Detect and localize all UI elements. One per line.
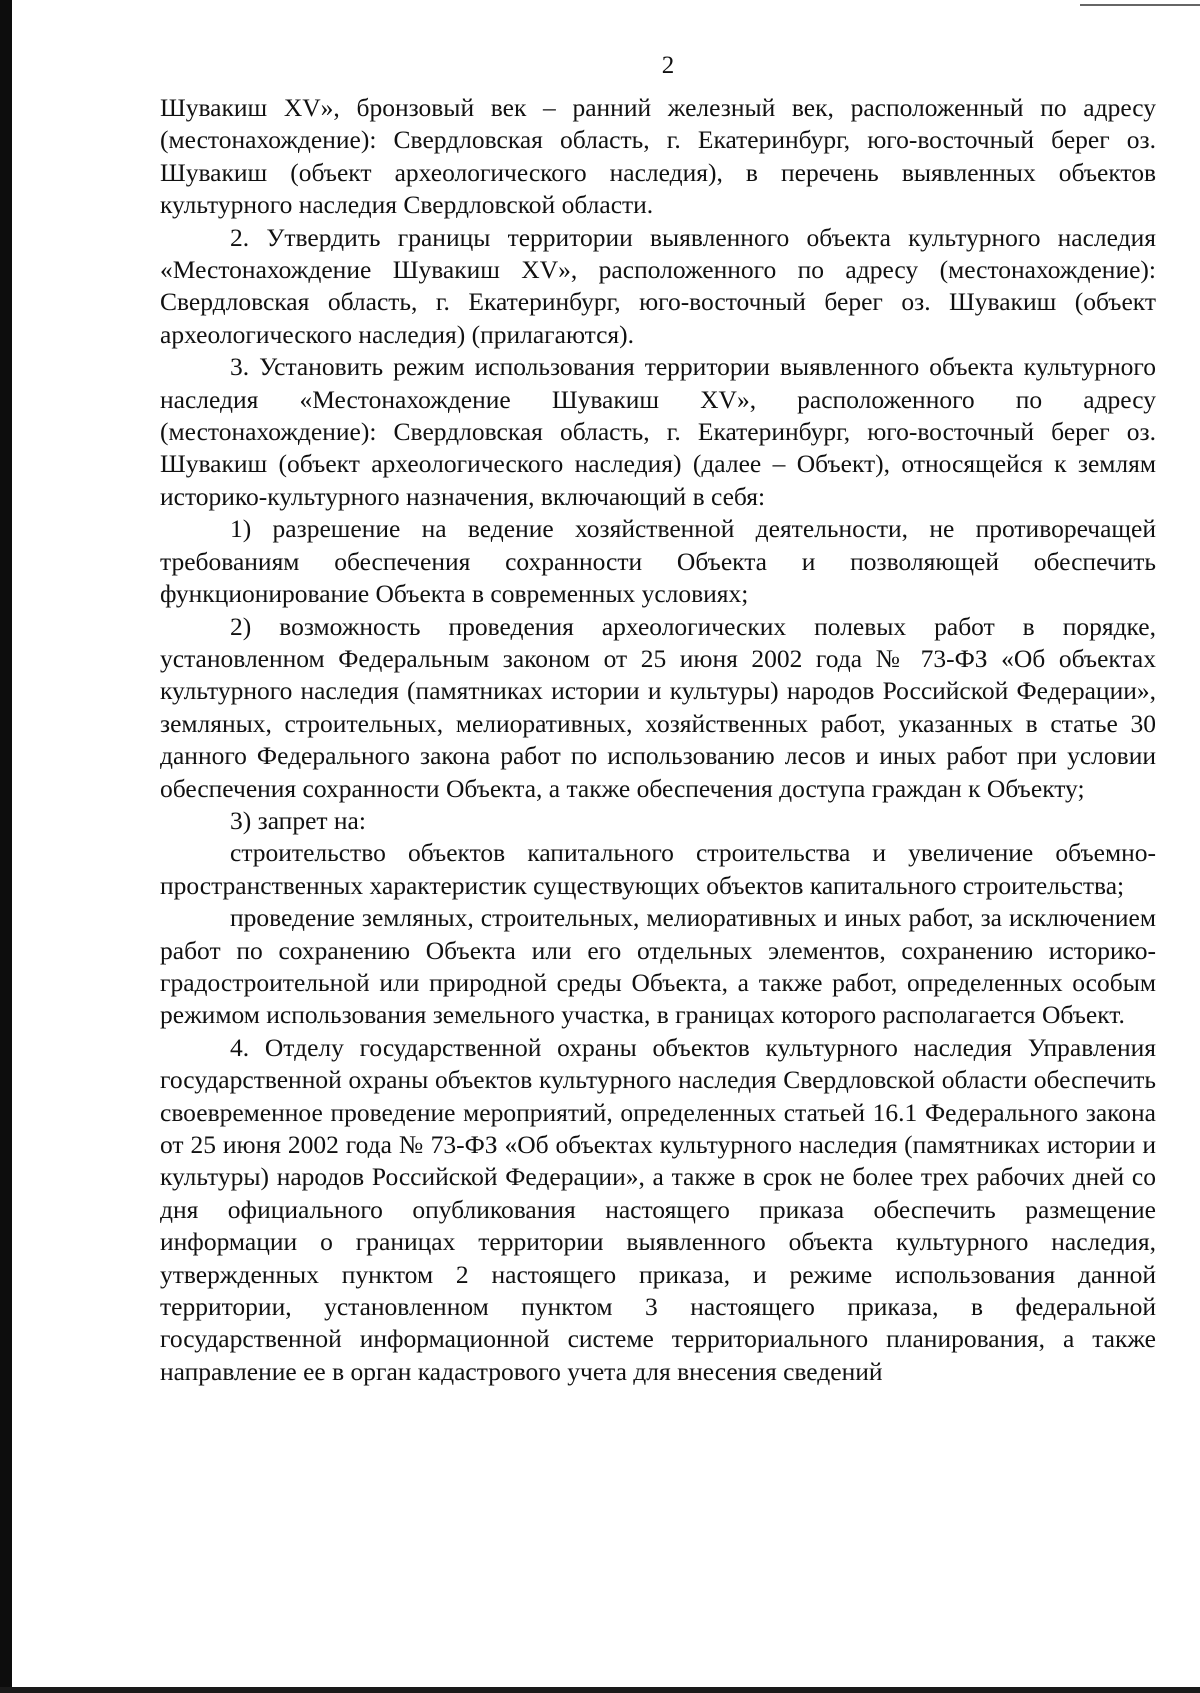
paragraph-item-3: 3. Установить режим использования территории выявленного объекта культурного наследия «Местонахождение Шувакиш XV», расположенного по адресу (местонахождение): Свердловская область, г. Екатеринбург, юго-восточный берег оз. Шувакиш (объект археологического наследия) (далее – Объект), относящейся к землям историко-культурного назначения, включающий в себя: (160, 352, 1156, 511)
scan-top-line (1080, 4, 1200, 6)
paragraph-subitem-1: 1) разрешение на ведение хозяйственной деятельности, не противоречащей требованиям обеспечения сохранности Объекта и позволяющей обеспечить функционирование Объекта в современных условиях; (160, 514, 1156, 609)
paragraph-item-4: 4. Отделу государственной охраны объектов культурного наследия Управления государственной охраны объектов культурного наследия Свердловской области обеспечить своевременное проведение мероприятий, определенных статьей 16.1 Федерального закона от 25 июня 2002 года № 73-ФЗ «Об объектах культурного наследия (памятниках истории и культуры) народов Российской Федерации», а также в срок не более трех рабочих дней со дня официального опубликования настоящего приказа обеспечить размещение информации о границах территории выявленного объекта культурного наследия, утвержденных пунктом 2 настоящего приказа, и режиме использования данной территории, установленном пунктом 3 настоящего приказа, в федеральной государственной информационной системе территориального планирования, а также направление ее в орган кадастрового учета для внесения сведений (160, 1032, 1156, 1386)
paragraph-subitem-2: 2) возможность проведения археологических полевых работ в порядке, установленном Федеральным законом от 25 июня 2002 года № 73-ФЗ «Об объектах культурного наследия (памятниках истории и культуры) народов Российской Федерации», земляных, строительных, мелиоративных, хозяйственных работ, указанных в статье 30 данного Федерального закона работ по использованию лесов и иных работ при условии обеспечения сохранности Объекта, а также обеспечения доступа граждан к Объекту; (160, 611, 1156, 803)
scan-bottom-edge (0, 1687, 1200, 1693)
paragraph-prohibition-construction: строительство объектов капитального строительства и увеличение объемно-пространственных характеристик существующих объектов капитального строительства; (160, 838, 1156, 900)
scan-left-edge (0, 0, 12, 1693)
paragraph-subitem-3: 3) запрет на: (230, 805, 366, 835)
paragraph-prohibition-works: проведение земляных, строительных, мелиоративных и иных работ, за исключением работ по сохранению Объекта или его отдельных элементов, сохранению историко-градостроительной или природной среды Объекта, а также работ, определенных особым режимом использования земельного участка, в границах которого располагается Объект. (160, 903, 1156, 1030)
document-page (160, 50, 1156, 1388)
paragraph-item-2: 2. Утвердить границы территории выявленного объекта культурного наследия «Местонахождение Шувакиш XV», расположенного по адресу (местонахождение): Свердловская область, г. Екатеринбург, юго-восточный берег оз. Шувакиш (объект археологического наследия) (прилагаются). (160, 222, 1156, 349)
paragraph-continuation: Шувакиш XV», бронзовый век – ранний железный век, расположенный по адресу (местонахождение): Свердловская область, г. Екатеринбург, юго-восточный берег оз. Шувакиш (объект археологического наследия), в перечень выявленных объектов культурного наследия Свердловской области. (160, 93, 1156, 220)
page-number: 2 (661, 52, 675, 79)
